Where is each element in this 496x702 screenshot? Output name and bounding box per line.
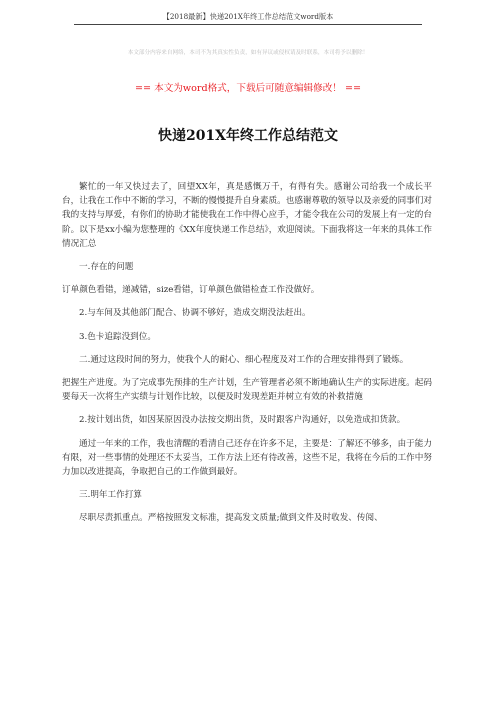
header-divider bbox=[74, 24, 422, 25]
document-title: 快递201X年终工作总结范文 bbox=[157, 128, 339, 144]
section-heading: 一.存在的问题 bbox=[79, 262, 134, 273]
document-body bbox=[62, 180, 432, 535]
section-heading: 二.通过这段时间的努力，使我个人的耐心、细心程度及对工作的合理安排得到了锻炼。 bbox=[79, 354, 409, 365]
section-heading: 三.明年工作打算 bbox=[79, 490, 142, 501]
list-item: 2.按计划出货，如因某原因没办法按交期出货，及时跟客户沟通好，以免造成扣货款。 bbox=[79, 415, 406, 426]
disclaimer-text: 本文部分内容来自网络，本司不为其真实性负责，如有异议或侵权请及时联系，本司将予以删除！ bbox=[127, 50, 369, 56]
paragraph: 把握生产进度。为了完成事先预排的生产计划，生产管理者必须不断地确认生产的实际进度。起码要每天一次将生产实绩与计划作比较，以便及时发现差距并树立有效的补救措施 bbox=[62, 378, 432, 403]
paragraph: 繁忙的一年又快过去了，回望XX年，真是感慨万千，有得有失。感谢公司给我一个成长平台，让我在工作中不断的学习，不断的慢慢提升自身素质。也感谢尊敬的领导以及亲爱的同事们对我的支持与厚爱，有你们的协助才能使我在工作中得心应手，才能令我在公司的发展上有一定的台阶。以下是xx小编为您整理的《XX年度快递工作总结》，欢迎阅读。下面我将这一年来的具体工作情况汇总 bbox=[62, 182, 432, 249]
list-item: 2.与车间及其他部门配合、协调不够好，造成交期没法赶出。 bbox=[79, 308, 311, 319]
paragraph: 通过一年来的工作，我也清醒的看清自己还存在许多不足，主要是：了解还不够多，由于能力有限，对一些事情的处理还不太妥当，工作方法上还有待改善，这些不足，我将在今后的工作中努力加以改进提高，争取把自己的工作做到最好。 bbox=[62, 438, 432, 478]
paragraph: 尽职尽责抓重点。严格按照发文标准，提高发文质量;做到文件及时收发、传阅、 bbox=[79, 513, 383, 524]
list-item: 3.色卡追踪没到位。 bbox=[79, 331, 156, 342]
paragraph: 订单颜色看错，递减错，size看错，订单颜色做错检查工作没做好。 bbox=[62, 285, 320, 296]
format-notice: == 本文为word格式，下载后可随意编辑修改！ == bbox=[134, 83, 362, 94]
page-header-title: 【2018最新】快递201X年终工作总结范文word版本 bbox=[162, 12, 334, 21]
